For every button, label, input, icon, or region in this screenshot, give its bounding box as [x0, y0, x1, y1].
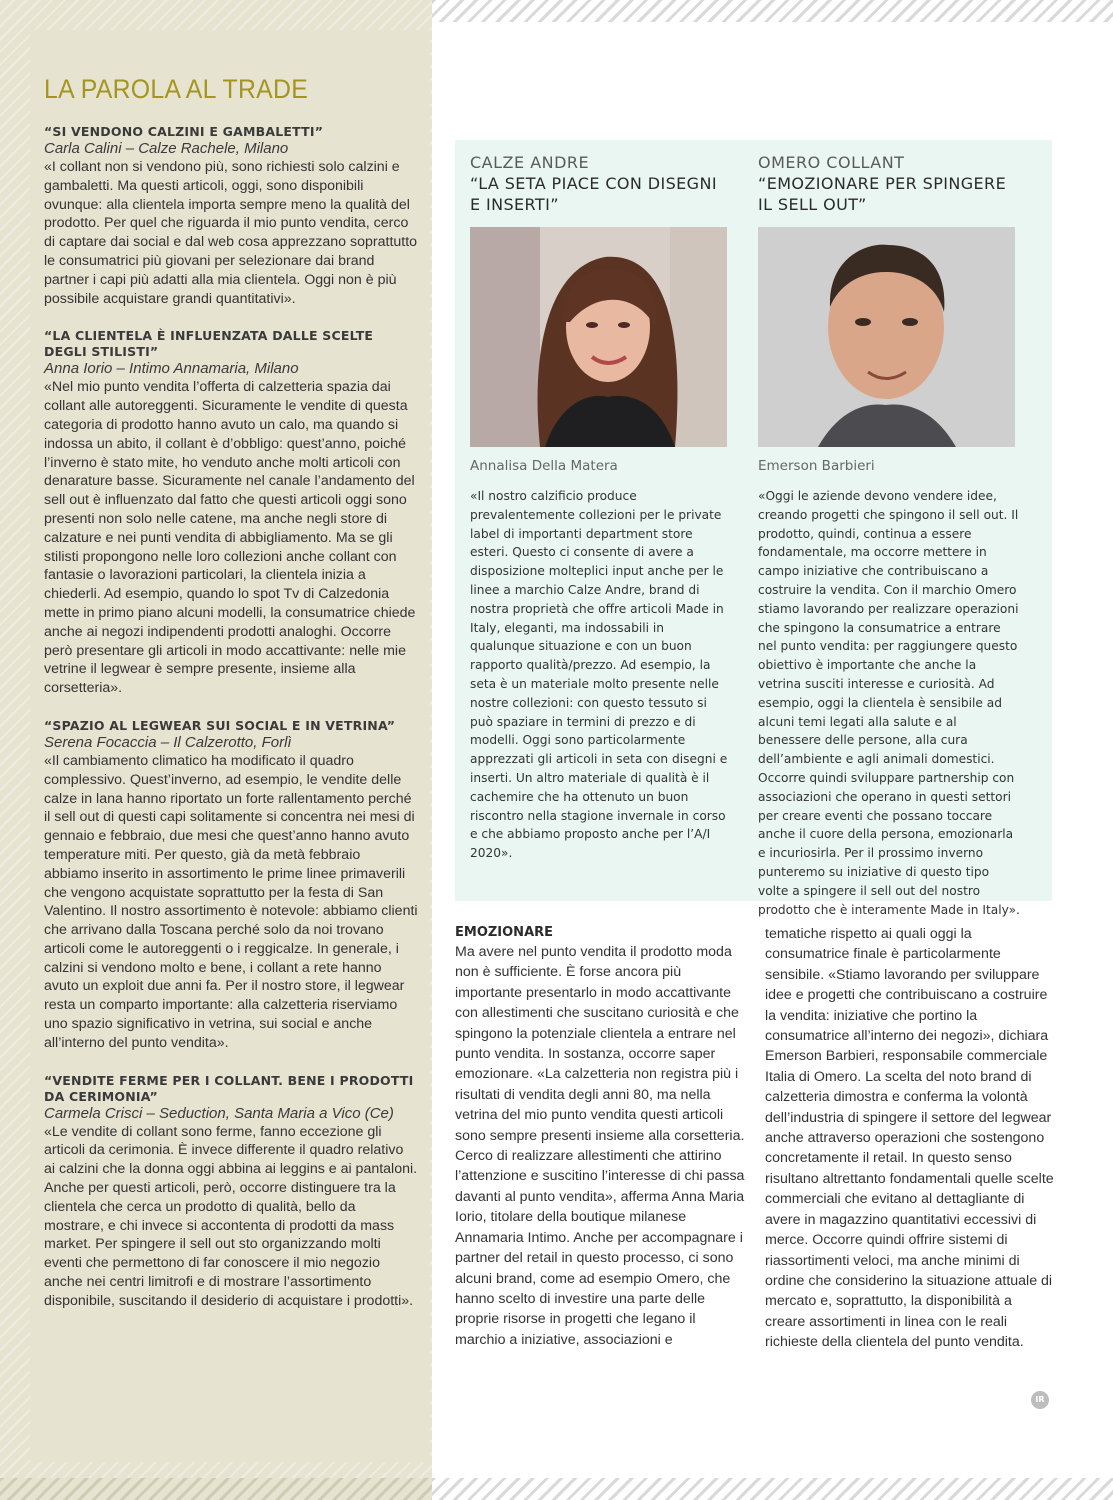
article-text: Ma avere nel punto vendita il prodotto moda non è sufficiente. È forse ancora più importante presentarlo in modo accattivante con allestimenti che suscitano curiosità e che spingono la potenziale clientela a entrare nel punto vendita. In sostanza, occorre saper emozionare. «La calzetteria non registra più i risultati di vendita degli anni 80, ma nella vetrina del mio punto vendita questi articoli sono sempre presenti insieme alla corsetteria. Cerco di realizzare allestimenti che attirino l’attenzione e suscitino l’interesse di chi passa davanti al punto vendita», afferma Anna Maria Iorio, titolare della boutique milanese Annamaria Intimo. Anche per accompagnare i partner del retail in questo processo, ci sono alcuni brand, come ad esempio Omero, che hanno scelto di investire una parte delle proprie risorse in progetti che legano il marchio a iniziative, associazioni e: [455, 944, 745, 1348]
portrait-photo-omero: [758, 227, 1015, 447]
end-of-article-mark: IR: [1031, 1391, 1049, 1409]
interview-box: [455, 140, 1052, 917]
person-name: Annalisa Della Matera: [470, 458, 618, 474]
quote-heading: “VENDITE FERME PER I COLLANT. BENE I PRODOTTI DA CERIMONIA”: [44, 1072, 414, 1104]
quote-text: «Il cambiamento climatico ha modificato il quadro complessivo. Quest’inverno, ad esempio, le vendite delle calze in lana hanno riportato un forte rallentamento perché il sell out di questi capi solitamente si concentra nei mesi di gennaio e febbraio, due mesi che quest’anno hanno avuto temperature miti. Per questo, già da metà febbraio abbiamo inserito in assortimento le prime linee primaverili che vengono acquistate soprattutto per la festa di San Valentino. Il nostro assortimento è notevole: abbiamo clienti che arrivano dalla Toscana perché solo da noi trovano articoli come le autoreggenti o i reggicalze. In generale, i calzini si vendono molto e bene, i collant a rete hanno avuto un exploit due anni fa. Per il nostro store, il legwear resta un comparto importante: alla calzetteria riserviamo uno spazio significativo in vetrina, sui social e anche all’interno del punto vendita».: [44, 752, 418, 1051]
portrait-andre-image: [470, 227, 727, 447]
article-column: [765, 924, 1055, 1353]
article-heading: EMOZIONARE: [455, 925, 554, 940]
quote-heading: “SPAZIO AL LEGWEAR SUI SOCIAL E IN VETRINA”: [44, 717, 396, 733]
portrait-omero-image: [758, 227, 1015, 447]
top-stripe-band: [432, 0, 1113, 22]
interview-andre: [470, 152, 732, 863]
article-column: [455, 924, 745, 1350]
interview-title: “LA SETA PIACE CON DISEGNI E INSERTI”: [470, 174, 717, 214]
trade-quotes: [44, 124, 418, 1331]
brand-name: CALZE ANDRE: [470, 153, 590, 172]
brand-name: OMERO COLLANT: [758, 153, 905, 172]
trade-quote: [44, 1073, 418, 1311]
quote-author: Serena Focaccia – Il Calzerotto, Forlì: [44, 733, 292, 751]
quote-author: Carmela Crisci – Seduction, Santa Maria a Vico (Ce): [44, 1104, 394, 1122]
trade-quote: [44, 124, 418, 308]
trade-quote: [44, 328, 418, 698]
quote-heading: “LA CLIENTELA È INFLUENZATA DALLE SCELTE DEGLI STILISTI”: [44, 328, 374, 360]
portrait-photo-andre: [470, 227, 727, 447]
quote-author: Carla Calini – Calze Rachele, Milano: [44, 140, 289, 157]
interview-text: «Oggi le aziende devono vendere idee, creando progetti che spingono il sell out. Il prodotto, quindi, continua a essere fondamentale, ma occorre mettere in campo iniziative che contribuiscano a costruire la vendita. Con il marchio Omero stiamo lavorando per realizzare operazioni che spingono la consumatrice a entrare nel punto vendita: per raggiungere questo obiettivo è importante che anche la vetrina susciti interesse e curiosità. Ad esempio, oggi la clientela è sensibile ad alcuni temi legati alla salute e al benessere delle persone, alla cura dell’ambiente e agli animali domestici. Occorre quindi sviluppare partnership con associazioni che operano in questi settori per creare eventi che possano toccare anche il cuore della persona, emozionarla e incuriosirla. Per il prossimo inverno punteremo su iniziative di questo tipo volte a spingere il sell out del nostro prodotto che è interamente Made in Italy».: [758, 489, 1020, 917]
person-name: Emerson Barbieri: [758, 458, 875, 474]
interview-title: “EMOZIONARE PER SPINGERE IL SELL OUT”: [758, 174, 1007, 214]
trade-quote: [44, 718, 418, 1053]
quote-author: Anna Iorio – Intimo Annamaria, Milano: [44, 360, 299, 378]
interview-text: «Il nostro calzificio produce prevalentemente collezioni per le private label di importanti department store esteri. Questo ci consente di avere a disposizione molteplici input anche per le linee a marchio Calze Andre, brand di nostra proprietà che offre articoli Made in Italy, eleganti, ma indossabili in qualunque situazione e con un buon rapporto qualità/prezzo. Ad esempio, la seta è un materiale molto presente nelle nostre collezioni: con questo tessuto si può spaziare in termini di prezzo e di modelli. Oggi sono particolarmente apprezzati gli articoli in seta con disegni e inserti. Un altro materiale di qualità è il cachemire che ha ottenuto un buon riscontro nella stagione invernale in corso e che abbiamo proposto anche per l’A/I 2020».: [470, 489, 728, 861]
bottom-stripe-band: [432, 1478, 1113, 1500]
quote-text: «I collant non si vendono più, sono richiesti solo calzini e gambaletti. Ma questi articoli, oggi, sono disponibili ovunque: alla clientela importa sempre meno la qualità del prodotto. Per quel che riguarda il mio punto vendita, cerco di captare dai social e dal web cosa apprezzano soprattutto le consumatrici più giovani per selezionare dai brand partner i capi più adatti alla mia clientela. Oggi non è più possibile acquistare grandi quantitativi».: [44, 159, 418, 307]
quote-text: «Le vendite di collant sono ferme, fanno eccezione gli articoli da cerimonia. È invece differente il quadro relativo ai calzini che la donna oggi abbina ai leggins e ai pantaloni. Anche per questi articoli, però, occorre distinguere tra la clientela che cerca un prodotto di qualità, bello da mostrare, e chi invece si accontenta di prodotti da mass market. Per spingere il sell out sto organizzando molti eventi che permettono di far conoscere il mio negozio anche nei centri limitrofi e di mostrare l’assortimento disponibile, suscitando il desiderio di acquistare i prodotti».: [44, 1123, 418, 1309]
sidebar-stripe-band: [0, 1478, 432, 1500]
quote-text: «Nel mio punto vendita l’offerta di calzetteria spazia dai collant alle autoreggenti. Sicuramente le vendite di questa categoria di prodotto hanno avuto un calo, ma quando si indossa un abito, il collant è d’obbligo: quest’anno, poiché l’inverno è stato mite, ho venduto anche molti articoli con denarature basse. Sicuramente nel canale l’andamento del sell out è influenzato dal fatto che questi articoli oggi sono presenti non solo nelle catene, ma anche negli store di calzature e nei punti vendita di abbigliamento. Ma se gli stilisti propongono nelle loro collezioni anche collant con fantasie o lavorazioni particolari, la clientela inizia a chiederli. Ad esempio, quando lo spot Tv di Calzedonia mette in primo piano alcuni modelli, la consumatrice chiede anche ai negozi indipendenti prodotti analoghi. Occorre però presentare gli articoli in modo accattivante: nelle mie vetrine il legwear è sempre presente, insieme alla corsetteria».: [44, 379, 416, 697]
article-text: tematiche rispetto ai quali oggi la consumatrice finale è particolarmente sensibile. «Stiamo lavorando per sviluppare idee e progetti che contribuiscano a costruire la vendita: iniziative che portino la consumatrice all’interno dei negozi», dichiara Emerson Barbieri, responsabile commerciale Italia di Omero. La scelta del noto brand di calzetteria dimostra e conferma la volontà dell’industria di spingere il settore del legwear anche attraverso operazioni che sostengono concretamente il retail. In questo senso risultano altrettanto fondamentali quelle scelte commerciali che evitano al dettagliante di avere in magazzino quantitativi eccessivi di merce. Occorre quindi offrire sistemi di riassortimenti veloci, ma anche minimi di ordine che considerino la situazione attuale di mercato e, soprattutto, la disponibilità a creare assortimenti in linea con le reali richieste della clientela del punto vendita.: [765, 926, 1054, 1351]
quote-heading: “SI VENDONO CALZINI E GAMBALETTI”: [44, 124, 324, 139]
section-title: LA PAROLA AL TRADE: [44, 74, 309, 104]
interview-omero: [758, 152, 1020, 919]
